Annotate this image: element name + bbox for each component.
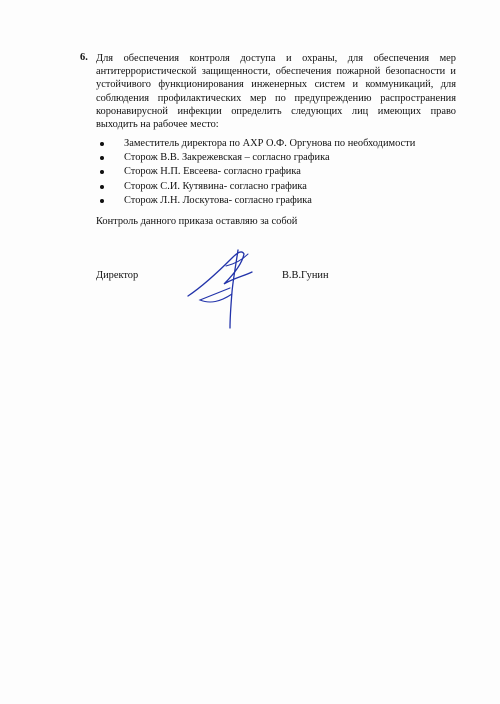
signer-name: В.В.Гунин [282, 270, 329, 281]
handwritten-signature [186, 248, 266, 330]
signer-role: Директор [96, 270, 139, 281]
item-text: Для обеспечения контроля доступа и охраны, для обеспечения мер антитеррористической защищенности, обеспечения пожарной безопасности и устойчивого функционирования инженерных систем и коммуникаций, для соблюдения профилактических мер по предупреждению распространения коронавирусной инфекции определить следующих лиц имеющих право выходить на рабочее место: [96, 53, 456, 131]
bullet-icon [100, 185, 104, 189]
bullet-icon [100, 156, 104, 160]
list-item [100, 151, 415, 165]
signature-block [96, 270, 366, 330]
bullet-icon [100, 199, 104, 203]
bullet-icon [100, 170, 104, 174]
list-item-text: Сторож С.И. Кутявина- согласно графика [124, 180, 307, 192]
list-item-text: Заместитель директора по АХР О.Ф. Оргунова по необходимости [124, 138, 416, 149]
list-item-text: Сторож Н.П. Евсеева- согласно графика [124, 166, 301, 178]
list-item [100, 180, 415, 194]
bullet-icon [100, 142, 104, 146]
list-item-text: Сторож Л.Н. Лоскутова- согласно графика [124, 194, 312, 206]
list-item-text: Сторож В.В. Закрежевская – согласно графика [124, 152, 330, 164]
list-item [100, 165, 415, 179]
personnel-list [100, 137, 415, 208]
item-number: 6. [80, 52, 88, 63]
list-item [100, 194, 415, 208]
list-item [100, 137, 415, 151]
control-statement: Контроль данного приказа оставляю за собой [96, 216, 298, 227]
